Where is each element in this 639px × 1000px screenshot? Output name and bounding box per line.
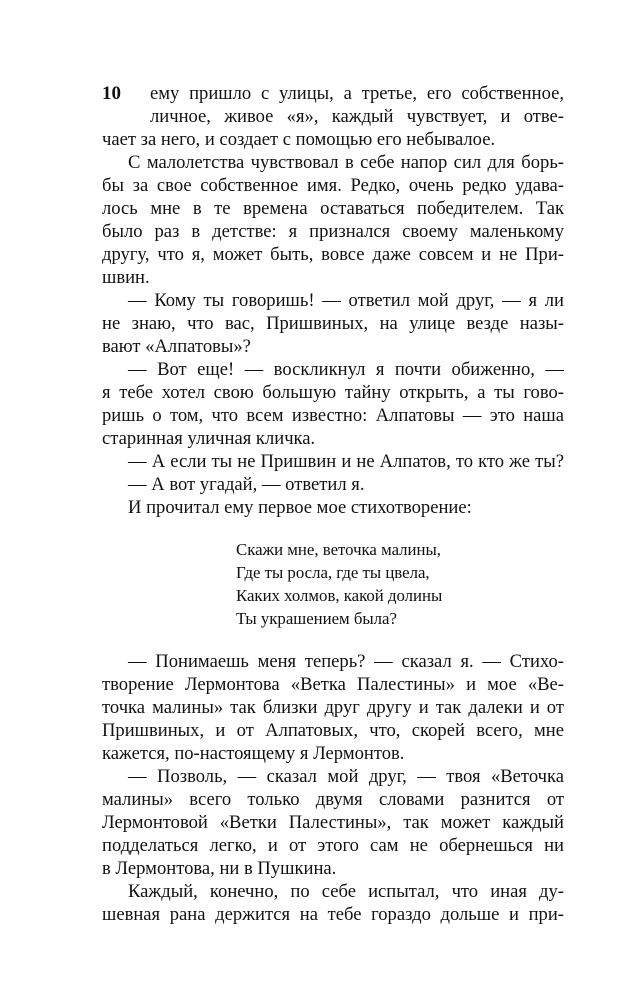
text-line: Лермонтовой «Ветки Палестины», так может каждый [102,812,564,833]
text-line: чает за него, и создает с помощью его небывалое. [102,129,496,150]
text-line: старинная уличная кличка. [102,428,316,449]
text-line: лось мне в те времена оставаться победителем. Так [102,198,564,219]
text-line: было раз в детстве: я признался своему маленькому [102,221,564,242]
page-number: 10 [102,83,121,104]
text-line: шевная рана держится на тебе гораздо дольше и при- [102,904,564,925]
poem-line: Скажи мне, веточка малины, [236,540,441,559]
text-line: не знаю, что вас, Пришвиных, на улице везде назы- [102,313,564,334]
text-line: вают «Алпатовы»? [102,336,251,357]
text-line: в Лермонтова, ни в Пушкина. [102,858,337,879]
text-line: кажется, по-настоящему я Лермонтов. [102,743,405,764]
poem-line: Каких холмов, какой долины [236,586,443,605]
text-line: малины» всего только двумя словами разнится от [102,789,564,810]
text-line: — Вот еще! — воскликнул я почти обиженно, — [128,359,564,380]
poem-line: Ты украшением была? [236,609,397,628]
text-line: ришь о том, что всем известно: Алпатовы — это наша [102,405,564,426]
text-line: швин. [102,267,150,288]
text-line: личное, живое «я», каждый чувствует, и отве- [150,106,564,127]
text-line: я тебе хотел свою большую тайну открыть, а ты гово- [102,382,564,403]
text-line: — Кому ты говоришь! — ответил мой друг, — я ли [128,290,564,311]
poem [236,538,442,630]
text-line: Каждый, конечно, по себе испытал, что иная ду- [128,881,564,902]
text-block-dialogue [102,151,564,519]
text-block-top [102,82,564,151]
text-block-bottom [102,650,564,926]
text-line: творение Лермонтова «Ветка Палестины» и мое «Ве- [102,674,564,695]
text-line: точка малины» так близки друг другу и так далеки и от [102,697,564,718]
text-line: — Позволь, — сказал мой друг, — твоя «Веточка [128,766,564,787]
text-line: бы за свое собственное имя. Редко, очень редко удава- [102,175,564,196]
text-line: — Понимаешь меня теперь? — сказал я. — Стихо- [128,651,564,672]
text-line: — А если ты не Пришвин и не Алпатов, то кто же ты? [128,451,564,472]
poem-line: Где ты росла, где ты цвела, [236,563,430,582]
text-line: другу, что я, может быть, вовсе даже совсем и не При- [102,244,564,265]
text-line: И прочитал ему первое мое стихотворение: [128,497,472,518]
text-line: С малолетства чувствовал в себе напор сил для борь- [128,152,564,173]
text-line: — А вот угадай, — ответил я. [128,474,365,495]
text-line: Пришвиных, и от Алпатовых, что, скорей всего, мне [102,720,564,741]
text-line: подделаться легко, и от этого сам не обернешься ни [102,835,564,856]
text-line: ему пришло с улицы, а третье, его собственное, [150,83,564,104]
